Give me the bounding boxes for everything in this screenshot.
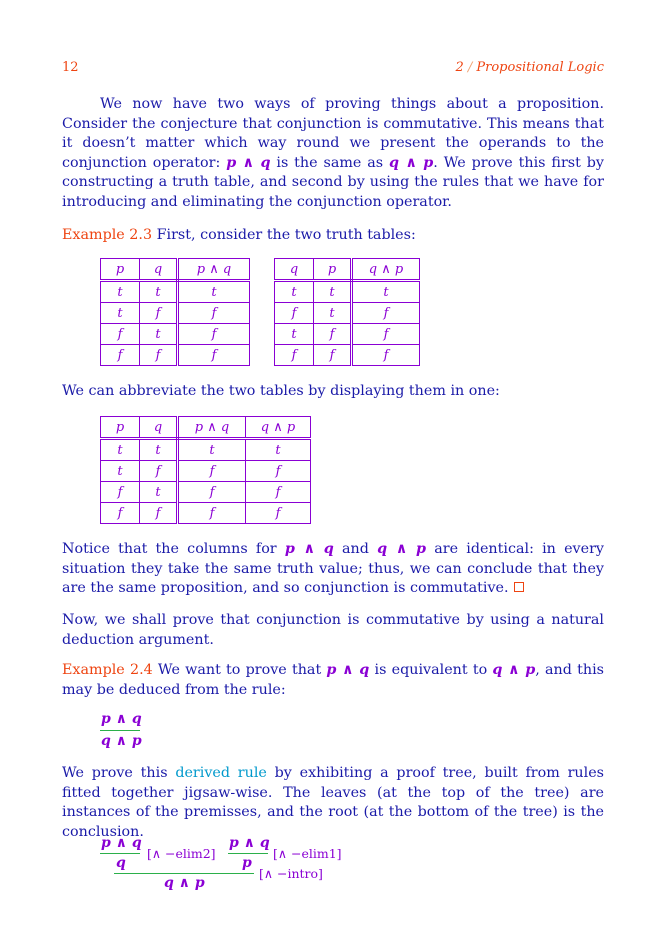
proof-left-conclusion: q [116, 855, 126, 871]
notice-text-2: and [333, 541, 378, 557]
table-cell: t [140, 439, 178, 461]
running-header [455, 60, 604, 75]
example-2-3-label: Example 2.3 [62, 227, 153, 243]
table-cell: t [101, 281, 140, 303]
notice-math-2: q ∧ p [377, 541, 426, 557]
table-cell: f [352, 303, 420, 324]
derived-text-1: We prove this [62, 765, 176, 781]
table-cell: f [101, 482, 140, 503]
rule-conclusion: q ∧ p [101, 733, 142, 749]
table-header: p [314, 259, 352, 281]
example-2-4-text-3: , and this may be deduced from the rule: [62, 662, 604, 698]
truth-table-left [100, 258, 250, 366]
table-cell: t [140, 324, 178, 345]
intro-text-1: We now have two ways of proving things about a proposition. Consider the conjecture that conjunction is commutative. This means that it doesn’t matter which way round we present the operands to the conjunction operator: [62, 96, 604, 171]
rule-line [100, 730, 140, 731]
table-cell: f [314, 324, 352, 345]
table-cell: f [275, 303, 314, 324]
table-cell: f [275, 345, 314, 366]
table-header: q [140, 417, 178, 439]
proof-root: q ∧ p [164, 875, 205, 891]
table-header: q ∧ p [246, 417, 311, 439]
table-cell: t [275, 281, 314, 303]
proof-right-premise: p ∧ q [229, 835, 270, 851]
proof-left-line [100, 853, 140, 854]
proof-left-rule: [∧ −elim2] [147, 846, 216, 861]
table-cell: f [246, 482, 311, 503]
table-cell: t [140, 482, 178, 503]
proof-right-line [228, 853, 268, 854]
table-cell: f [178, 461, 246, 482]
table-cell: t [178, 439, 246, 461]
notice-math-1: p ∧ q [284, 541, 334, 557]
table-cell: f [140, 345, 178, 366]
proof-left-premise: p ∧ q [101, 835, 142, 851]
table-cell: f [140, 461, 178, 482]
rule-premise: p ∧ q [101, 711, 142, 727]
table-cell: t [275, 324, 314, 345]
chapter-title: Propositional Logic [476, 60, 604, 75]
table-header: q ∧ p [352, 259, 420, 281]
table-header: p [101, 259, 140, 281]
intro-text-2: is the same as [270, 154, 390, 171]
example-2-4-math-1: p ∧ q [326, 662, 370, 678]
table-header: p [101, 417, 140, 439]
table-cell: t [314, 303, 352, 324]
notice-text-3: are identical: in every situation they take the same truth value; thus, we can conclude that they are the same proposition, and so conjunction is commutative. [62, 541, 605, 597]
example-2-3-text: First, consider the two truth tables: [152, 227, 416, 243]
table-cell: t [101, 439, 140, 461]
truth-table-right [274, 258, 420, 366]
proof-root-line [114, 873, 254, 874]
chapter-separator: / [467, 60, 473, 75]
table-cell: f [314, 345, 352, 366]
intro-text-3: . We prove this first by constructing a truth table, and second by using the rules that we have for introducing and eliminating the conjunction operator. [62, 154, 604, 210]
proof-right-rule: [∧ −elim1] [273, 846, 342, 861]
table-cell: f [178, 303, 250, 324]
example-2-4-label: Example 2.4 [62, 662, 153, 678]
table-cell: f [101, 345, 140, 366]
table-cell: t [101, 461, 140, 482]
table-cell: f [101, 324, 140, 345]
proof-right-conclusion: p [242, 855, 252, 871]
table-cell: t [314, 281, 352, 303]
qed-square-icon [514, 582, 524, 592]
table-cell: f [178, 482, 246, 503]
chapter-number: 2 [455, 60, 464, 75]
derived-rule-link[interactable]: derived rule [175, 765, 267, 781]
table-cell: t [352, 281, 420, 303]
example-2-4 [62, 661, 604, 700]
table-cell: t [178, 281, 250, 303]
intro-math-1: p ∧ q [226, 154, 271, 171]
derived-text-2: by exhibiting a proof tree, built from rules fitted together jigsaw-wise. The leaves (at the top of the tree) are instances of the premisses, and the root (at the bottom of the tree) is the conclusion. [62, 765, 604, 840]
abbreviate-paragraph: We can abbreviate the two tables by displaying them in one: [62, 383, 500, 399]
table-cell: f [140, 303, 178, 324]
intro-paragraph [62, 95, 604, 213]
table-header: p ∧ q [178, 259, 250, 281]
table-header: q [275, 259, 314, 281]
example-2-4-text-2: is equivalent to [369, 662, 493, 678]
table-cell: t [246, 439, 311, 461]
page-number: 12 [62, 60, 79, 75]
table-cell: f [246, 503, 311, 524]
example-2-4-text-1: We want to prove that [152, 662, 327, 678]
table-cell: f [140, 503, 178, 524]
table-cell: f [101, 503, 140, 524]
table-cell: f [352, 345, 420, 366]
notice-paragraph [62, 540, 604, 599]
table-cell: t [140, 281, 178, 303]
table-cell: t [101, 303, 140, 324]
derived-paragraph [62, 764, 604, 842]
example-2-3 [62, 226, 604, 246]
example-2-4-math-2: q ∧ p [492, 662, 536, 678]
table-cell: f [178, 345, 250, 366]
intro-math-2: q ∧ p [389, 154, 434, 171]
table-cell: f [352, 324, 420, 345]
table-cell: f [178, 503, 246, 524]
now-paragraph: Now, we shall prove that conjunction is commutative by using a natural deduction argument. [62, 612, 604, 648]
table-cell: f [246, 461, 311, 482]
table-cell: f [178, 324, 250, 345]
table-header: p ∧ q [178, 417, 246, 439]
notice-text-1: Notice that the columns for [62, 541, 285, 557]
table-header: q [140, 259, 178, 281]
proof-root-rule: [∧ −intro] [259, 866, 323, 881]
truth-table-combined [100, 416, 311, 524]
